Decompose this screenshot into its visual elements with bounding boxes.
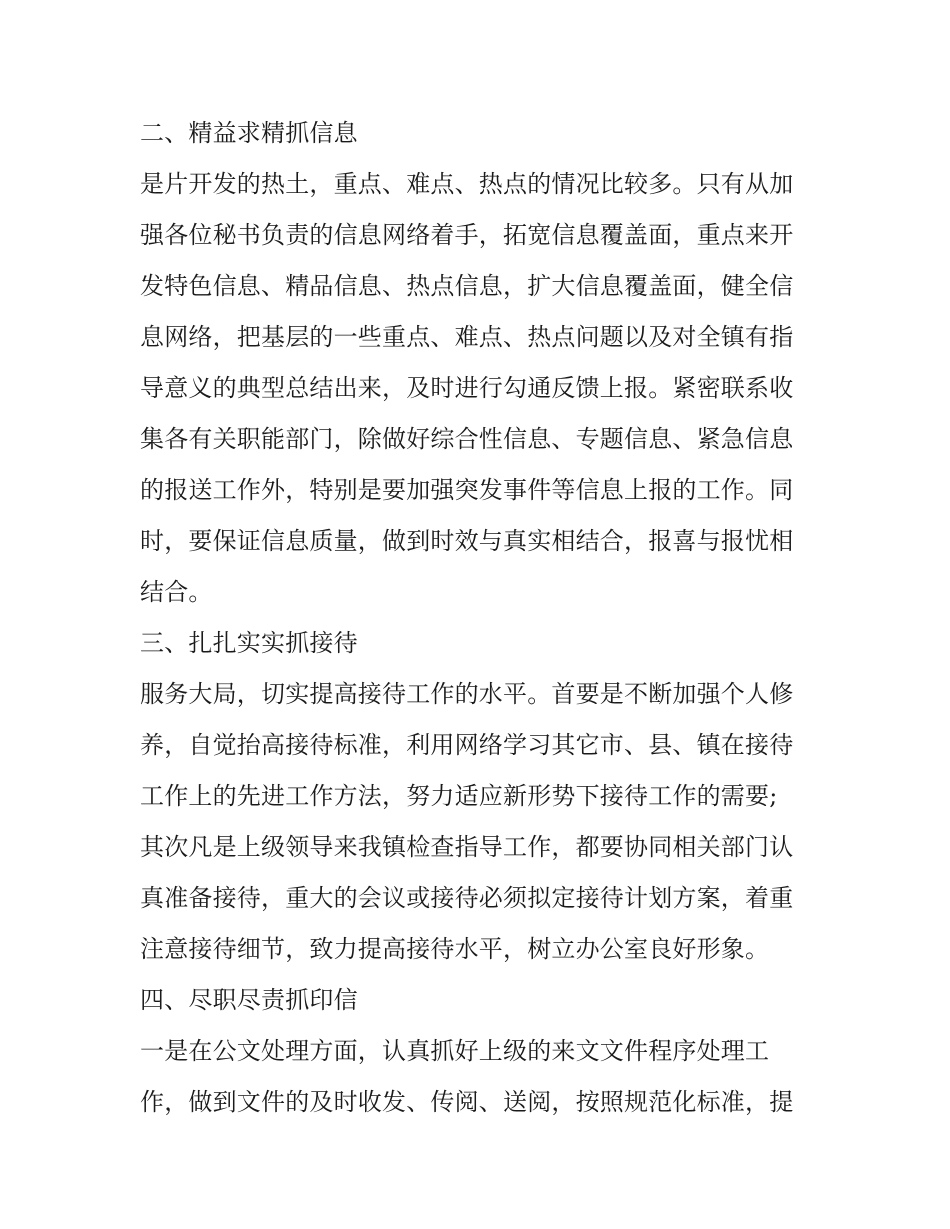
paragraph-line: 发特色信息、精品信息、热点信息，扩大信息覆盖面，健全信 [140,272,794,300]
paragraph-line: 其次凡是上级领导来我镇检查指导工作，都要协同相关部门认 [140,833,794,861]
paragraph-line: 息网络，把基层的一些重点、难点、热点问题以及对全镇有指 [140,323,794,351]
section-heading-seals: 四、尽职尽责抓印信 [140,986,358,1014]
paragraph-line: 强各位秘书负责的信息网络着手，拓宽信息覆盖面，重点来开 [140,221,794,249]
paragraph-line: 服务大局，切实提高接待工作的水平。首要是不断加强个人修 [140,680,794,708]
section-heading-information: 二、精益求精抓信息 [140,119,358,147]
paragraph-line: 工作上的先进工作方法，努力适应新形势下接待工作的需要; [140,782,778,810]
paragraph-line: 注意接待细节，致力提高接待水平，树立办公室良好形象。 [140,935,770,963]
paragraph-line: 养，自觉抬高接待标准，利用网络学习其它市、县、镇在接待 [140,731,794,759]
paragraph-line: 一是在公文处理方面，认真抓好上级的来文文件程序处理工 [140,1037,770,1065]
paragraph-line: 真准备接待，重大的会议或接待必须拟定接待计划方案，着重 [140,884,794,912]
paragraph-line: 作，做到文件的及时收发、传阅、送阅，按照规范化标准，提 [140,1088,794,1116]
paragraph-line: 的报送工作外，特别是要加强突发事件等信息上报的工作。同 [140,476,794,504]
paragraph-line: 是片开发的热土，重点、难点、热点的情况比较多。只有从加 [140,170,794,198]
paragraph-line: 时，要保证信息质量，做到时效与真实相结合，报喜与报忧相 [140,527,794,555]
paragraph-line: 结合。 [140,578,213,606]
paragraph-line: 集各有关职能部门，除做好综合性信息、专题信息、紧急信息 [140,425,794,453]
document-body [140,108,820,1128]
paragraph-line: 导意义的典型总结出来，及时进行勾通反馈上报。紧密联系收 [140,374,794,402]
section-heading-reception: 三、扎扎实实抓接待 [140,629,358,657]
